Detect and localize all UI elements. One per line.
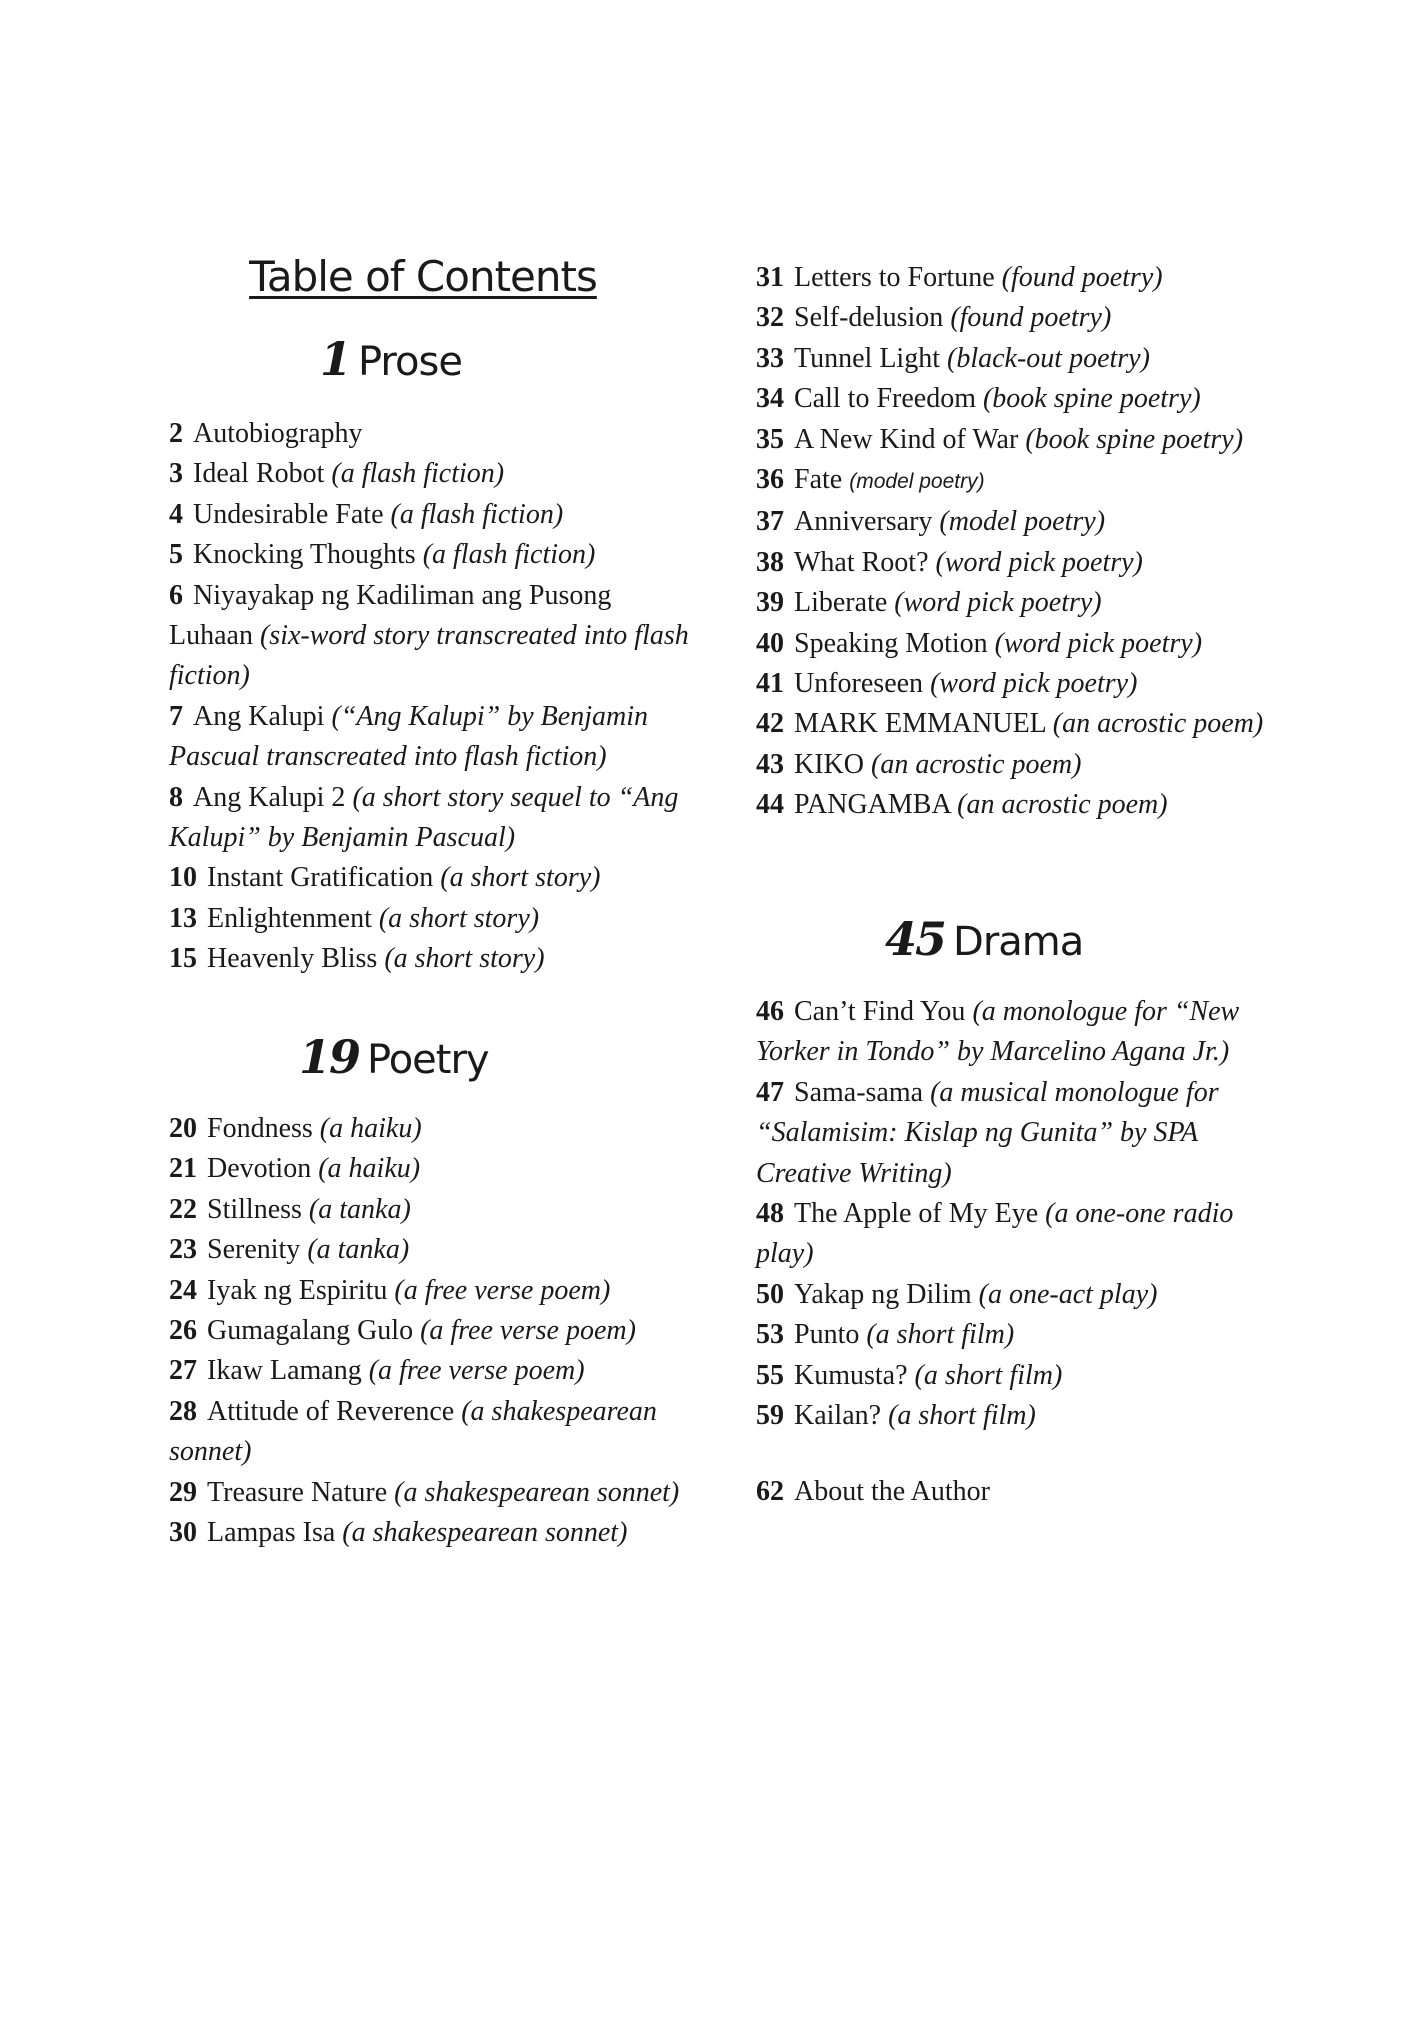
entry-note: (a haiku)	[319, 1113, 422, 1144]
entry-title: Tunnel Light	[794, 342, 940, 374]
entry-title: Unforeseen	[794, 668, 924, 700]
toc-entry[interactable]	[169, 414, 689, 454]
entry-title: Anniversary	[794, 506, 933, 538]
prose-entries	[169, 414, 689, 980]
entry-title: Kumusta?	[794, 1359, 908, 1391]
entry-title: Fondness	[207, 1113, 313, 1144]
entry-page: 39	[756, 587, 784, 619]
entry-note: (word pick poetry)	[994, 627, 1203, 659]
entry-page: 20	[169, 1113, 197, 1144]
toc-entry[interactable]	[756, 664, 1276, 704]
entry-page: 48	[756, 1198, 784, 1230]
entry-title: Sama-sama	[794, 1076, 924, 1108]
entry-note: (a short story sequel to “Ang Kalupi” by Benjamin Pascual)	[169, 781, 679, 854]
toc-entry[interactable]	[756, 1356, 1276, 1396]
entry-page: 27	[169, 1355, 197, 1387]
toc-entry-about[interactable]	[756, 1472, 1276, 1512]
toc-entry[interactable]	[756, 502, 1276, 542]
entry-page: 42	[756, 708, 784, 740]
toc-entry[interactable]	[756, 583, 1276, 623]
entry-page: 2	[169, 418, 183, 449]
entry-note: (a monologue for “New Yorker in Tondo” by Marcelino Agana Jr.)	[756, 996, 1240, 1068]
toc-title: Table of Contents	[249, 252, 597, 301]
entry-page: 21	[169, 1153, 197, 1185]
entry-page: 47	[756, 1076, 784, 1108]
entry-note: (book spine poetry)	[982, 383, 1201, 415]
toc-entry[interactable]	[169, 1190, 689, 1230]
entry-note: (six-word story transcreated into flash fiction)	[169, 620, 689, 692]
entry-page: 55	[756, 1359, 784, 1391]
toc-entry[interactable]	[756, 624, 1276, 664]
toc-entry[interactable]	[169, 495, 689, 535]
toc-entry[interactable]	[756, 258, 1276, 298]
toc-entry[interactable]	[169, 899, 689, 939]
toc-entry[interactable]	[169, 535, 689, 575]
entry-title: Stillness	[207, 1193, 302, 1225]
entry-note: (a free verse poem)	[368, 1355, 585, 1387]
entry-title: Iyak ng Espiritu	[207, 1274, 388, 1306]
entry-note: (found poetry)	[950, 302, 1112, 334]
entry-page: 24	[169, 1274, 197, 1306]
toc-entry[interactable]	[169, 697, 689, 778]
entry-note: (a flash fiction)	[390, 498, 564, 530]
toc-entry[interactable]	[169, 1351, 689, 1391]
entry-title: Fate	[794, 464, 843, 496]
entry-page: 15	[169, 943, 197, 975]
toc-entry[interactable]	[169, 1513, 689, 1553]
entry-note: (an acrostic poem)	[871, 748, 1082, 780]
entry-note: (a free verse poem)	[420, 1315, 636, 1347]
entry-title: Enlightenment	[207, 902, 372, 934]
entry-title: Undesirable Fate	[193, 498, 384, 530]
entry-note: (a short story)	[378, 902, 540, 934]
entry-page: 13	[169, 902, 197, 934]
entry-title: Treasure Nature	[207, 1476, 388, 1508]
entry-note: (a flash fiction)	[422, 539, 596, 571]
entry-title: A New Kind of War	[794, 423, 1019, 455]
entry-note: (a musical monologue for “Salamisim: Kislap ng Gunita” by SPA Creative Writing)	[756, 1076, 1219, 1189]
section-page-number: 45	[885, 912, 946, 966]
toc-entry[interactable]	[169, 576, 689, 697]
drama-entries	[756, 992, 1276, 1513]
entry-title: Heavenly Bliss	[207, 943, 378, 975]
toc-entry[interactable]	[169, 858, 689, 898]
entry-note: (a short film)	[888, 1400, 1036, 1432]
entry-page: 10	[169, 862, 197, 894]
entry-title: Gumagalang Gulo	[207, 1315, 414, 1347]
entry-title: Speaking Motion	[794, 627, 988, 659]
entry-page: 6	[169, 579, 183, 611]
entry-note: (a shakespearean sonnet)	[169, 1395, 657, 1468]
entry-note: (word pick poetry)	[930, 668, 1138, 700]
entry-page: 38	[756, 546, 784, 578]
entry-page: 32	[756, 302, 784, 334]
toc-entry[interactable]	[169, 1473, 689, 1513]
entry-page: 4	[169, 498, 183, 530]
toc-entry[interactable]	[756, 379, 1276, 419]
entry-page: 40	[756, 627, 784, 659]
entry-title: Niyayakap ng Kadiliman ang Pusong Luhaan	[169, 579, 612, 652]
toc-entry[interactable]	[169, 1109, 689, 1149]
entry-note: (a shakespearean sonnet)	[394, 1476, 680, 1508]
entry-page: 41	[756, 668, 784, 700]
entry-title: Punto	[794, 1319, 860, 1351]
entry-title: KIKO	[794, 748, 864, 780]
entry-title: Letters to Fortune	[794, 262, 995, 293]
toc-entry[interactable]	[169, 1230, 689, 1270]
entry-note: (an acrostic poem)	[1052, 708, 1264, 740]
toc-entry[interactable]	[169, 939, 689, 979]
entry-note: (a short story)	[384, 943, 545, 975]
entry-note: (found poetry)	[1001, 262, 1163, 293]
entry-page: 33	[756, 342, 784, 374]
entry-page: 53	[756, 1319, 784, 1351]
toc-entry[interactable]	[756, 1315, 1276, 1355]
entry-page: 28	[169, 1395, 197, 1427]
entry-page: 46	[756, 996, 784, 1027]
entry-title: The Apple of My Eye	[794, 1198, 1039, 1230]
section-name: Prose	[358, 339, 462, 385]
toc-entry[interactable]	[756, 992, 1276, 1073]
entry-note: (a short film)	[866, 1319, 1015, 1351]
entry-page: 22	[169, 1193, 197, 1225]
entry-page: 7	[169, 700, 183, 732]
entry-note: (model poetry)	[849, 470, 985, 494]
toc-entry[interactable]	[756, 543, 1276, 583]
toc-entry[interactable]	[169, 1311, 689, 1351]
entry-page: 44	[756, 789, 784, 821]
entry-note: (word pick poetry)	[894, 587, 1102, 619]
entry-note: (a tanka)	[308, 1193, 411, 1225]
entry-title: Autobiography	[193, 418, 363, 449]
entry-title: Can’t Find You	[794, 996, 966, 1027]
entry-page: 50	[756, 1278, 784, 1310]
entry-note: (a one-act play)	[978, 1278, 1158, 1310]
toc-entry[interactable]	[756, 704, 1276, 744]
entry-page: 5	[169, 539, 183, 571]
section-page-number: 19	[299, 1030, 360, 1084]
spacer	[756, 1436, 1276, 1472]
entry-title: Ang Kalupi 2	[193, 781, 346, 813]
entry-title: Attitude of Reverence	[207, 1395, 455, 1427]
entry-page: 43	[756, 748, 784, 780]
toc-entry[interactable]	[756, 1073, 1276, 1194]
entry-note: (word pick poetry)	[935, 546, 1143, 578]
entry-note: (black-out poetry)	[947, 342, 1150, 374]
entry-page: 59	[756, 1400, 784, 1432]
entry-title: What Root?	[794, 546, 929, 578]
entry-note: (a free verse poem)	[394, 1274, 611, 1306]
toc-entry[interactable]	[169, 1392, 689, 1473]
entry-title: Devotion	[207, 1153, 312, 1185]
entry-title: Ikaw Lamang	[207, 1355, 362, 1387]
entry-page: 29	[169, 1476, 197, 1508]
toc-entry[interactable]	[756, 1396, 1276, 1436]
entry-page: 34	[756, 383, 784, 415]
poetry-entries-left	[169, 1109, 689, 1553]
entry-note: (model poetry)	[939, 506, 1106, 538]
section-name: Drama	[953, 919, 1084, 965]
entry-title: Kailan?	[794, 1400, 882, 1432]
section-name: Poetry	[367, 1037, 489, 1083]
entry-title: Self-delusion	[794, 302, 944, 334]
toc-entry[interactable]	[756, 785, 1276, 825]
entry-title: Call to Freedom	[794, 383, 976, 415]
entry-note: (a shakespearean sonnet)	[342, 1517, 628, 1549]
toc-entry[interactable]	[756, 1194, 1276, 1275]
toc-entry[interactable]	[756, 1275, 1276, 1315]
entry-title: PANGAMBA	[794, 789, 951, 821]
toc-entry[interactable]	[169, 778, 689, 859]
entry-note: (a flash fiction)	[331, 458, 505, 490]
section-page-number: 1	[320, 332, 351, 386]
toc-entry[interactable]	[169, 454, 689, 494]
entry-page: 35	[756, 423, 784, 455]
entry-note: (an acrostic poem)	[957, 789, 1168, 821]
entry-title: Serenity	[207, 1234, 301, 1266]
entry-note: (a haiku)	[318, 1153, 421, 1185]
toc-entry[interactable]	[756, 745, 1276, 785]
section-heading-poetry	[299, 1030, 489, 1084]
entry-title: Ideal Robot	[193, 458, 325, 490]
poetry-entries-right	[756, 258, 1276, 826]
entry-page: 26	[169, 1315, 197, 1347]
entry-title: Yakap ng Dilim	[794, 1278, 972, 1310]
entry-note: (“Ang Kalupi” by Benjamin Pascual transcreated into flash fiction)	[169, 700, 648, 773]
entry-page: 23	[169, 1234, 197, 1266]
entry-page: 31	[756, 262, 784, 293]
entry-title: MARK EMMANUEL	[794, 708, 1046, 740]
section-heading-drama	[885, 912, 1083, 966]
entry-page: 37	[756, 506, 784, 538]
toc-entry[interactable]	[756, 298, 1276, 338]
entry-page: 62	[756, 1476, 784, 1508]
entry-title: About the Author	[794, 1476, 990, 1508]
entry-title: Ang Kalupi	[193, 700, 325, 732]
entry-note: (a short film)	[914, 1359, 1063, 1391]
entry-title: Lampas Isa	[207, 1517, 336, 1549]
entry-note: (a tanka)	[307, 1234, 410, 1266]
entry-note: (a one-one radio play)	[756, 1198, 1234, 1270]
section-heading-prose	[320, 332, 462, 386]
entry-note: (a short story)	[440, 862, 601, 894]
toc-entry[interactable]	[169, 1271, 689, 1311]
toc-entry[interactable]	[756, 339, 1276, 379]
toc-entry[interactable]	[169, 1149, 689, 1189]
entry-title: Instant Gratification	[207, 862, 434, 894]
entry-note: (book spine poetry)	[1025, 423, 1244, 455]
entry-page: 8	[169, 781, 183, 813]
entry-title: Liberate	[794, 587, 888, 619]
entry-page: 3	[169, 458, 183, 490]
toc-entry[interactable]	[756, 460, 1276, 502]
entry-title: Knocking Thoughts	[193, 539, 416, 571]
entry-page: 30	[169, 1517, 197, 1549]
toc-entry[interactable]	[756, 420, 1276, 460]
entry-page: 36	[756, 464, 784, 496]
